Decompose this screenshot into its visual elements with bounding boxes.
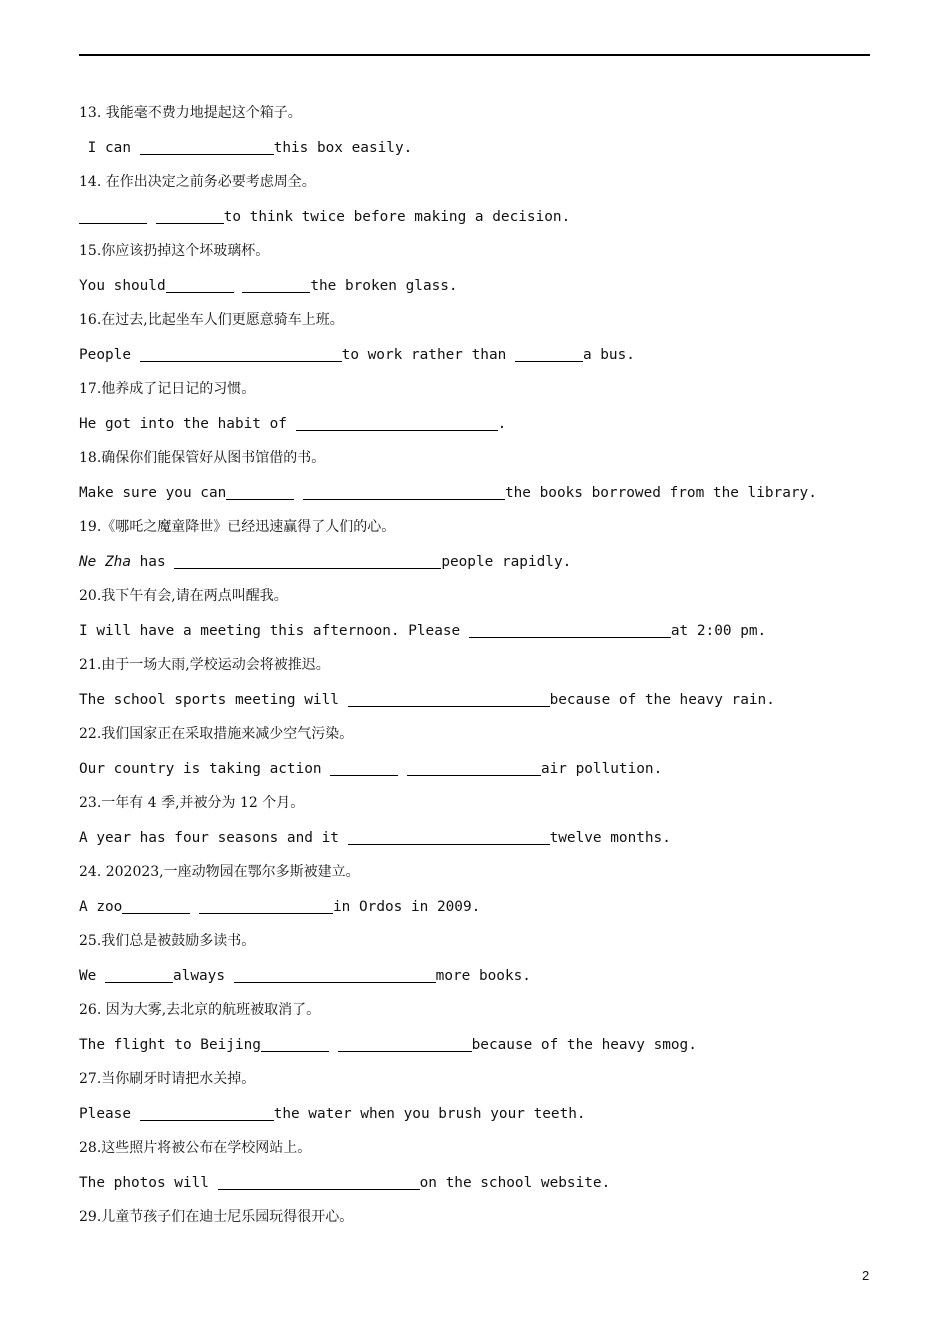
answer-blank[interactable] <box>296 414 498 431</box>
page-number: 2 <box>862 1268 870 1283</box>
answer-blank[interactable] <box>218 1173 420 1190</box>
answer-blank[interactable] <box>140 138 274 155</box>
question-22-english: Our country is taking action air pollution. <box>79 760 663 777</box>
question-17-chinese: 17.他养成了记日记的习惯。 <box>79 381 256 397</box>
answer-blank[interactable] <box>166 276 234 293</box>
answer-blank[interactable] <box>140 345 342 362</box>
question-15-english: You should the broken glass. <box>79 277 458 294</box>
answer-blank[interactable] <box>226 483 294 500</box>
question-27-chinese: 27.当你刷牙时请把水关掉。 <box>79 1071 256 1087</box>
answer-blank[interactable] <box>234 966 436 983</box>
answer-blank[interactable] <box>330 759 398 776</box>
answer-blank[interactable] <box>348 828 550 845</box>
answer-blank[interactable] <box>242 276 310 293</box>
answer-blank[interactable] <box>174 552 441 569</box>
header-rule <box>79 54 870 56</box>
question-16-chinese: 16.在过去,比起坐车人们更愿意骑车上班。 <box>79 312 344 328</box>
question-18-english: Make sure you can the books borrowed from the library. <box>79 484 817 501</box>
exercise-list <box>79 96 879 1235</box>
question-19-english: Ne Zha has people rapidly. <box>79 553 572 570</box>
question-21-chinese: 21.由于一场大雨,学校运动会将被推迟。 <box>79 657 330 673</box>
answer-blank[interactable] <box>79 207 147 224</box>
question-20-chinese: 20.我下午有会,请在两点叫醒我。 <box>79 588 288 604</box>
answer-blank[interactable] <box>303 483 505 500</box>
question-22-chinese: 22.我们国家正在采取措施来减少空气污染。 <box>79 726 354 742</box>
answer-blank[interactable] <box>515 345 583 362</box>
question-18-chinese: 18.确保你们能保管好从图书馆借的书。 <box>79 450 326 466</box>
question-20-english: I will have a meeting this afternoon. Please at 2:00 pm. <box>79 622 767 639</box>
question-21-english: The school sports meeting will because of the heavy rain. <box>79 691 775 708</box>
question-28-chinese: 28.这些照片将被公布在学校网站上。 <box>79 1140 312 1156</box>
question-19-chinese: 19.《哪吒之魔童降世》已经迅速赢得了人们的心。 <box>79 519 396 535</box>
question-24-english: A zoo in Ordos in 2009. <box>79 898 481 915</box>
question-14-english: to think twice before making a decision. <box>79 200 879 235</box>
answer-blank[interactable] <box>348 690 550 707</box>
question-25-chinese: 25.我们总是被鼓励多读书。 <box>79 933 256 949</box>
question-27-english: Please the water when you brush your teeth. <box>79 1105 586 1122</box>
question-15-chinese: 15.你应该扔掉这个坏玻璃杯。 <box>79 243 270 259</box>
question-17-english: He got into the habit of . <box>79 415 507 432</box>
question-23-chinese: 23.一年有 4 季,并被分为 12 个月。 <box>79 795 305 811</box>
question-13-chinese: 13. 我能毫不费力地提起这个箱子。 <box>79 105 302 121</box>
answer-blank[interactable] <box>105 966 173 983</box>
question-16-english: People to work rather than a bus. <box>79 346 635 363</box>
question-23-english: A year has four seasons and it twelve months. <box>79 829 671 846</box>
question-29-chinese: 29.儿童节孩子们在迪士尼乐园玩得很开心。 <box>79 1209 354 1225</box>
question-26-english: The flight to Beijing because of the heavy smog. <box>79 1036 697 1053</box>
movie-title: Ne Zha <box>79 553 131 570</box>
question-13-english: I can this box easily. <box>79 139 413 156</box>
answer-blank[interactable] <box>469 621 671 638</box>
answer-blank[interactable] <box>140 1104 274 1121</box>
answer-blank[interactable] <box>338 1035 472 1052</box>
answer-blank[interactable] <box>199 897 333 914</box>
question-28-english: The photos will on the school website. <box>79 1174 611 1191</box>
answer-blank[interactable] <box>122 897 190 914</box>
question-25-english: We always more books. <box>79 967 531 984</box>
answer-blank[interactable] <box>407 759 541 776</box>
question-14-chinese: 14. 在作出决定之前务必要考虑周全。 <box>79 174 316 190</box>
answer-blank[interactable] <box>156 207 224 224</box>
question-24-chinese: 24. 202023,一座动物园在鄂尔多斯被建立。 <box>79 864 360 880</box>
question-26-chinese: 26. 因为大雾,去北京的航班被取消了。 <box>79 1002 321 1018</box>
answer-blank[interactable] <box>261 1035 329 1052</box>
